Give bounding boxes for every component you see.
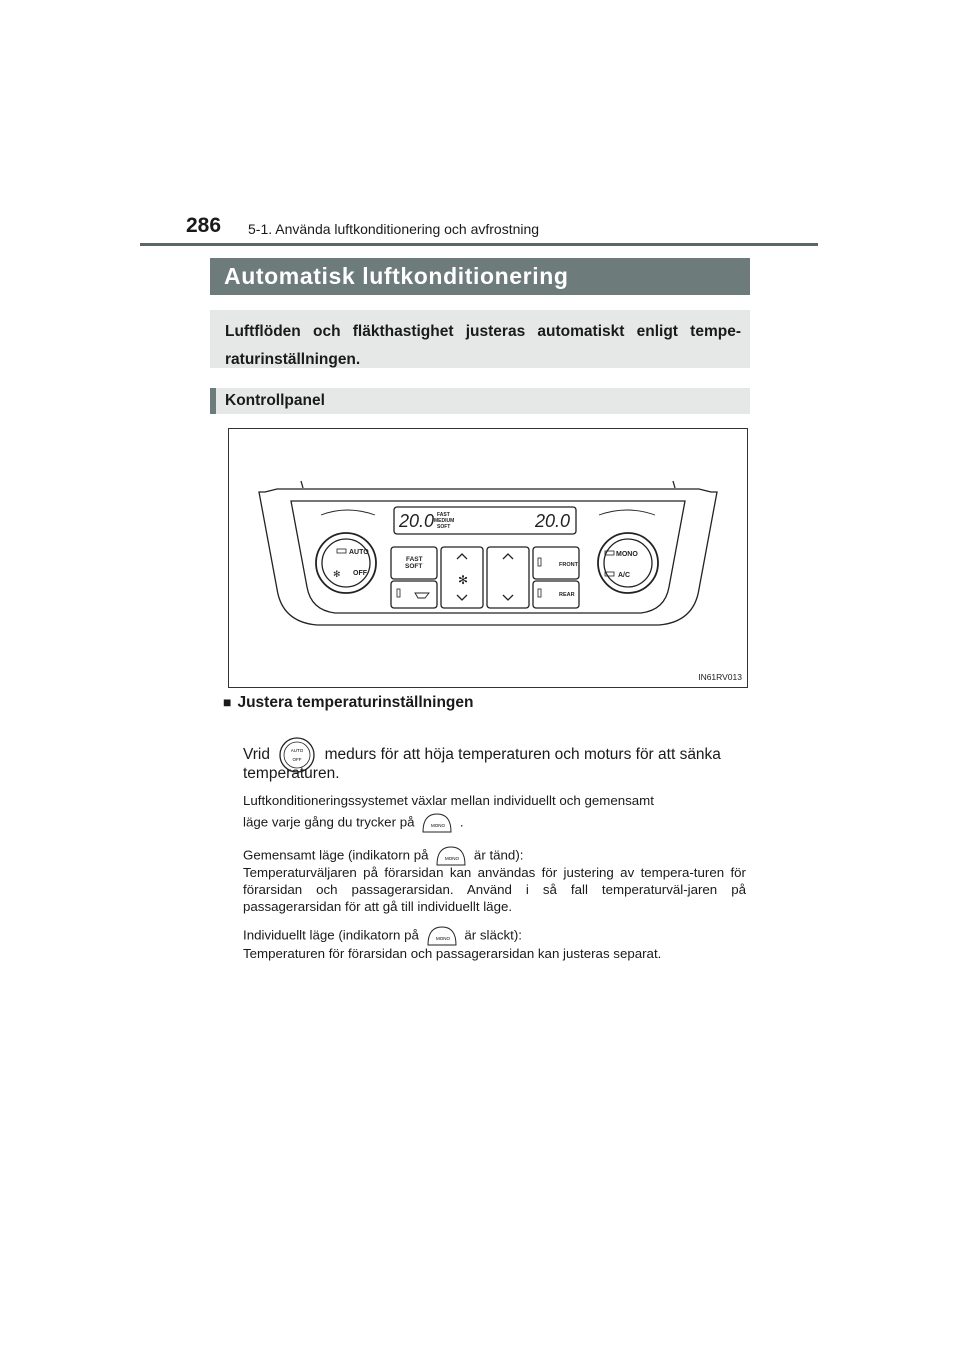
p2-line-1-before: Gemensamt läge (indikatorn på [243,847,429,863]
right-dial-ac-label: A/C [618,572,631,579]
display-mode-soft: SOFT [437,524,451,530]
figure-code: IN61RV013 [698,672,742,682]
p2-body: Temperaturväljaren på förarsidan kan användas för justering av tempera-turen för förarsidan och passagerarsidan. Använd i så fall temperaturväl-jaren på passagerarsidan för att gå till individuellt läge. [243,865,746,914]
display-mode-fast: FAST [437,512,450,518]
mono-button-icon [420,812,454,834]
fast-label: FAST [406,556,423,563]
control-panel-illustration [229,429,747,687]
p3-line-1-after: är släckt): [464,927,522,943]
fan-icon: ✻ [458,573,469,587]
knob-auto-label: AUTO [291,748,304,753]
section-accent [210,388,216,414]
rear-defogger-label: REAR [559,592,575,598]
page-number: 286 [186,214,222,237]
mono-indicator-label-2: MONO [435,936,450,941]
square-bullet-icon: ■ [223,694,232,710]
display-left-temp: 20.0 [399,511,435,531]
display-mode-medium: MEDIUM [434,518,455,524]
p1-line-1: Luftkonditioneringssystemet växlar mellan individuellt och gemensamt [243,793,654,808]
knob-off-label: OFF [292,757,302,762]
right-dial-mono-label: MONO [616,551,638,558]
sub-heading-text: Justera temperaturinställningen [237,694,474,711]
sub-heading [223,694,473,712]
control-panel-figure [228,428,748,688]
front-defogger-label: FRONT [559,562,578,568]
section-bar [210,388,750,414]
left-dial-auto-label: AUTO [349,549,369,556]
mono-indicator-label: MONO [445,856,460,861]
section-title: Kontrollpanel [225,392,325,409]
left-dial-fan-icon: ✻ [333,569,341,579]
mono-indicator-icon-2 [425,925,459,947]
adjust-line-1-before: Vrid [243,746,270,764]
adjust-line-1-after: medurs för att höja temperaturen och moturs för att sänka [324,746,721,764]
header-rule [140,243,818,246]
mono-button-label: MONO [431,823,446,828]
intro-text: Luftflöden och fläkthastighet justeras automatiskt enligt tempe-raturinställningen. [225,323,741,368]
soft-label: SOFT [405,563,423,570]
p3-line-1 [243,925,522,947]
chapter-title: 5-1. Använda luftkonditionering och avfrostning [248,221,540,237]
p2-line-1-after: är tänd): [473,847,524,863]
title-bar [210,258,750,295]
display-right-temp: 20.0 [535,511,571,531]
p1-line-2-after: . [459,814,464,830]
p3-body: Temperaturen för förarsidan och passagerarsidan kan justeras separat. [243,946,662,961]
left-dial-off-label: OFF [353,570,367,577]
p1-line-2-before: läge varje gång du trycker på [243,814,415,830]
intro-box [210,310,750,368]
p1-line-2 [243,812,464,834]
page-title: Automatisk luftkonditionering [224,263,569,289]
p3-line-1-before: Individuellt läge (indikatorn på [243,927,419,943]
adjust-line-2: temperaturen. [243,765,340,782]
